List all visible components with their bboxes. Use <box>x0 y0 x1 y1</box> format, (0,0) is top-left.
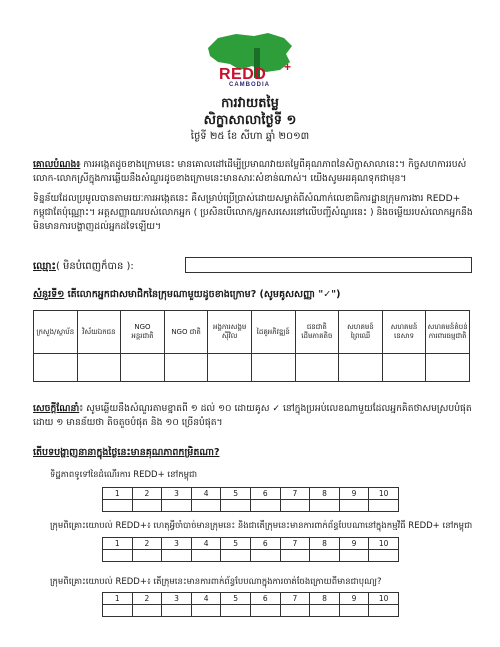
category-checkbox[interactable] <box>34 354 78 382</box>
scale-checkbox[interactable] <box>191 500 221 512</box>
scale-number: 8 <box>310 593 340 605</box>
scale-number: 4 <box>191 488 221 500</box>
category-checkbox[interactable] <box>382 354 426 382</box>
scale-checkbox[interactable] <box>339 550 369 562</box>
scale-checkbox[interactable] <box>369 550 399 562</box>
scale-number: 9 <box>339 593 369 605</box>
scale-checkbox[interactable] <box>280 500 310 512</box>
statement-2: ក្រុមពិគ្រោះយោបល់ REDD+៖ ហេតុអ្វីចាំបាច់មានក្រុមនេះ និងជាតើក្រុមនេះមានការពាក់ព័ន្ធបែបណានៅក្នុងកម្មវិធី REDD+ នៅកម្ពុជា <box>50 521 473 531</box>
scale-number: 2 <box>132 593 162 605</box>
category-header: NGO ជាតិ <box>164 311 208 354</box>
category-checkbox[interactable] <box>295 354 339 382</box>
instruction-paragraph <box>33 402 473 430</box>
scale-number: 3 <box>162 593 192 605</box>
scale-number: 10 <box>369 538 399 550</box>
page-subtitle: សិក្ខាសាលាថ្ងៃទី ១ <box>203 113 297 128</box>
scale-checkbox[interactable] <box>132 605 162 617</box>
scale-checkbox[interactable] <box>221 500 251 512</box>
scale-checkbox[interactable] <box>310 550 340 562</box>
scale-number: 1 <box>103 538 133 550</box>
scale-number: 9 <box>339 488 369 500</box>
scale-number: 5 <box>221 488 251 500</box>
category-header: សហគមន៍នេសាទ <box>382 311 426 354</box>
logo-plus: + <box>284 60 292 74</box>
category-header: ជនជាតិដើមភាគតិច <box>295 311 339 354</box>
name-label <box>33 259 134 274</box>
category-header: ដៃគូអភិវឌ្ឍន៍ <box>251 311 295 354</box>
category-checkbox[interactable] <box>77 354 121 382</box>
category-checkbox[interactable] <box>251 354 295 382</box>
scale-number: 7 <box>280 538 310 550</box>
scale-number: 8 <box>310 488 340 500</box>
scale-number: 3 <box>162 538 192 550</box>
category-checkbox[interactable] <box>121 354 165 382</box>
scale-checkbox[interactable] <box>250 605 280 617</box>
scale-number: 4 <box>191 538 221 550</box>
question-2: តើបទបង្ហាញនានាក្នុងថ្ងៃនេះមានគុណភាពកម្រិតណា? <box>33 447 220 458</box>
name-label-text: ឈ្មោះ <box>33 261 56 272</box>
scale-checkbox[interactable] <box>250 550 280 562</box>
scale-number: 1 <box>103 593 133 605</box>
scale-checkbox[interactable] <box>103 550 133 562</box>
scale-number: 5 <box>221 593 251 605</box>
logo-brand: REDD <box>219 66 267 83</box>
scale-number: 7 <box>280 488 310 500</box>
scale-checkbox[interactable] <box>339 605 369 617</box>
scale-checkbox[interactable] <box>310 605 340 617</box>
scale-checkbox[interactable] <box>221 550 251 562</box>
scale-number: 10 <box>369 488 399 500</box>
scale-number: 4 <box>191 593 221 605</box>
category-header: អង្គការសង្គមស៊ីវិល <box>208 311 252 354</box>
category-header: សហគមន៍តំបន់ការពារធម្មជាតិ <box>426 311 470 354</box>
scale-checkbox[interactable] <box>103 500 133 512</box>
scale-number: 7 <box>280 593 310 605</box>
instruction-label: សេចក្តីណែនាំ <box>33 403 80 414</box>
scale-checkbox[interactable] <box>221 605 251 617</box>
scale-number: 3 <box>162 488 192 500</box>
statement-1: ទិដ្ឋភាពទូទៅនៃដំណើរការ REDD+ នៅកម្ពុជា <box>50 470 198 480</box>
scale-checkbox[interactable] <box>132 500 162 512</box>
category-checkbox[interactable] <box>164 354 208 382</box>
scale-number: 6 <box>250 538 280 550</box>
category-header: វិស័យឯកជន <box>77 311 121 354</box>
scale-checkbox[interactable] <box>280 605 310 617</box>
rating-scale-2 <box>102 537 399 562</box>
scale-checkbox[interactable] <box>369 605 399 617</box>
name-field[interactable] <box>185 257 472 273</box>
category-header: ក្រសួង/ស្ថាប័ន <box>34 311 78 354</box>
scale-checkbox[interactable] <box>280 550 310 562</box>
instruction-text: ៖ សូមឆ្លើយនឹងសំណួរតាមខ្នាតពី ១ ដល់ ១០ ដោយគូស ✓ នៅក្នុងប្រអប់លេខណាមួយដែលអ្នកគិតថាសមស្របបំផុត ដោយ ១ មានន័យថា តិចតួចបំផុត និង ១០ ច្រើនបំផុត។ <box>33 403 472 428</box>
name-hint: ( មិនបំពេញក៏បាន ): <box>55 261 134 272</box>
logo-sub: CAMBODIA <box>229 82 270 88</box>
category-header: NGO អន្តរជាតិ <box>121 311 165 354</box>
scale-number: 6 <box>250 488 280 500</box>
scale-number: 2 <box>132 538 162 550</box>
scale-number: 2 <box>132 488 162 500</box>
scale-checkbox[interactable] <box>162 500 192 512</box>
question-1-text: តើលោកអ្នកជាសមាជិកនៃក្រុមណាមួយដូចខាងក្រោម? (សូមគូសសញ្ញា "✓") <box>64 289 341 300</box>
question-1 <box>33 288 340 302</box>
scale-checkbox[interactable] <box>310 500 340 512</box>
survey-date: ថ្ងៃទី ២៥ ខែ សីហា ឆ្នាំ ២០១៣ <box>190 131 310 142</box>
statement-3: ក្រុមពិគ្រោះយោបល់ REDD+៖ តើក្រុមនេះមានការពាក់ព័ន្ធបែបណាក្នុងការចាត់ចែងក្រោយពីមានជាបុណ្យ? <box>50 577 382 587</box>
category-checkbox[interactable] <box>339 354 383 382</box>
scale-number: 6 <box>250 593 280 605</box>
scale-checkbox[interactable] <box>132 550 162 562</box>
scale-number: 10 <box>369 593 399 605</box>
scale-number: 1 <box>103 488 133 500</box>
scale-number: 5 <box>221 538 251 550</box>
scale-number: 9 <box>339 538 369 550</box>
rating-scale-1 <box>102 487 399 512</box>
scale-checkbox[interactable] <box>191 605 221 617</box>
category-table <box>33 310 470 382</box>
scale-number: 8 <box>310 538 340 550</box>
category-checkbox[interactable] <box>426 354 470 382</box>
confidentiality-paragraph: ទិន្នន័យដែលប្រមូលបានតាមរយៈការអង្កេតនេះ គឺសម្រាប់ប្រើប្រាស់ដោយសម្ងាត់ពីសំណាក់លេខាធិការដ្ឋានក្រុមការងារ REDD+ កម្ពុជាតែប៉ុណ្ណោះ។ អត្តសញ្ញាណរបស់លោកអ្នក ( ប្រសិនបើលោក/អ្នកសរសេរនៅលើបញ្ជីសំណួរនេះ ) និងចម្លើយរបស់លោកអ្នកនឹងមិនមានការបង្ហាញដល់អ្នកដទៃឡើយ។ <box>33 193 473 232</box>
objective-text: ការអង្កេតដូចខាងក្រោមនេះ មានគោលដៅដើម្បីប្រមាណវាយតម្លៃពីគុណភាពនៃសិក្ខាសាលានេះ។ កិច្ចសហការរបស់លោក-លោកស្រីក្នុងការឆ្លើយនឹងសំណួរដូចខាងក្រោមនេះមានសារៈសំខាន់ណាស់។ យើងសូមអរគុណទុកជាមុន។ <box>33 159 467 184</box>
category-checkbox[interactable] <box>208 354 252 382</box>
scale-checkbox[interactable] <box>162 605 192 617</box>
scale-checkbox[interactable] <box>339 500 369 512</box>
scale-checkbox[interactable] <box>103 605 133 617</box>
objective-label: គោលបំណង៖ <box>33 159 81 170</box>
scale-checkbox[interactable] <box>162 550 192 562</box>
scale-checkbox[interactable] <box>369 500 399 512</box>
scale-checkbox[interactable] <box>191 550 221 562</box>
question-1-label: សំនួរទី១ <box>33 289 65 300</box>
category-header: សហគមន៍ព្រៃឈើ <box>339 311 383 354</box>
objective-paragraph <box>33 158 473 186</box>
rating-scale-3 <box>102 592 399 617</box>
scale-checkbox[interactable] <box>250 500 280 512</box>
page-title: ការវាយតម្លៃ <box>221 96 279 111</box>
